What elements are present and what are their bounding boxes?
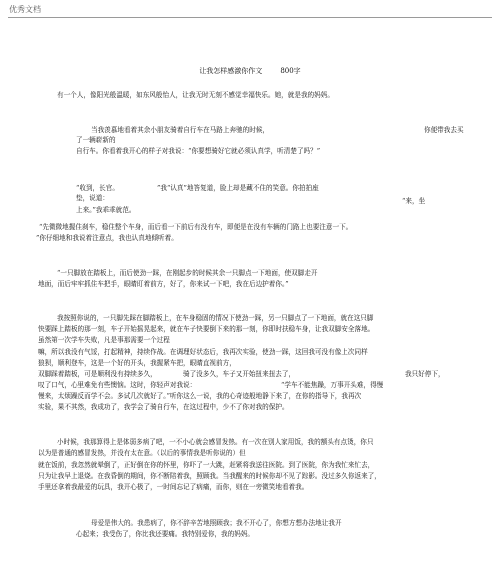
- text-line: 双脚踩着踏板，可是顺利没有持续多久，: [38, 370, 157, 378]
- text-line: 上来。”我乖乖就范。: [76, 206, 136, 214]
- text-line: 我只好停下，: [405, 370, 445, 378]
- text-line: “学车不能焦躁，万事开头难，得慢: [281, 381, 384, 389]
- text-line: “先微微地握住刹车，稳住整个车身，而后看一下前后有没有车，即便是在没有车辆的门路上也要注意一下。: [39, 223, 353, 231]
- text-line: 当我羡慕地看着其余小朋友骑着自行车在马路上奔驰的时候，: [91, 126, 270, 134]
- text-line: 慢来，太烦躁反而学不会。多试几次就好了。”听你这么一说，我的心奇迹般地静下来了，在你的指导下，我再次: [38, 392, 362, 400]
- text-line: 叹了口气，心里难免有些懊恼。这时，你轻声对我说：: [38, 381, 197, 389]
- header-rule: [8, 17, 492, 18]
- text-line: 只为让我早上退烧。在我昏倒的期间，你不断陪着我，照顾我。当我醒来的时候你却不见了踪影。没过多久你返来了，: [38, 472, 381, 480]
- text-line: “收到，长官。: [76, 184, 119, 192]
- page-title: [0, 66, 500, 76]
- text-line: 了一辆崭新的: [76, 136, 116, 144]
- text-line: 你便带我去买: [424, 126, 464, 134]
- text-line: 以为是普通的感冒发热，并没有太在意。（以后的事情我是听你说的）但: [38, 449, 246, 457]
- text-line: 就在饭前，我忽然就晕倒了，正好倒在你的怀里，你吓了一大跳，赶紧将我送往医院。到了医院，你为我忙来忙去，: [38, 461, 375, 469]
- text-line: 手里还拿着我最爱的玩具，我开心极了，一时间忘记了病痛，而你，则在一旁微笑地看着我。: [38, 483, 309, 491]
- text-line: 地面，而后牢牢抓住车把手，眼睛盯着前方，好了，你来试一下吧，我在后边护着你。”: [38, 280, 289, 288]
- header-label: 优秀文档: [9, 5, 41, 14]
- text-line: ”你仔细地和我说着注意点，我也认真地倾听着。: [36, 234, 178, 242]
- text-line: 骑了没多久，车子又开始扭来扭去了，: [183, 370, 296, 378]
- text-line: ”我“认真”地答复道，脸上却是藏不住的笑意。你拍拍座: [157, 184, 319, 192]
- text-line: 快要踩上踏板的那一刻，车子开始摇晃起来，就在车子快要倒下来的那一刻，你即时扶稳车身，让我双脚安全落地。: [38, 325, 375, 333]
- text-line: 嘛，所以我没有气馁，打起精神，持续作战。在调理好状态后，我再次实验，使劲一踩，这回我可没有像上次同样: [38, 348, 368, 356]
- text-line: 有一个人，像阳光般温暖，如东风般怡人，让我无时无刻不感觉幸福快乐。她，就是我的妈妈。: [57, 91, 334, 99]
- text-line: 狼狈，顺利登车，这是一个好的开头，我握紧车把，眼睛直视前方，: [38, 359, 236, 367]
- text-line: 小时候，我那算得上是体弱多病了吧，一不小心就会感冒发热。有一次在别人家用饭，我的额头有点烫，你只: [57, 438, 374, 446]
- text-line: 心起来；我受伤了，你比我还要痛。我特别爱你，我的妈妈。: [76, 530, 255, 538]
- text-line: 我按照你说的，一只脚先踩在脚踏板上，在车身稳固的情况下使劲一踩，另一只脚点了一下地面，就在这只脚: [57, 314, 374, 322]
- text-line: 虽然第一次学车失败，凡是事那需要一个过程: [38, 336, 170, 344]
- text-line: “来，坐: [402, 197, 426, 205]
- text-line: 自行车。你看着我开心的样子对我说：“你要想骑好它就必须认真学，听清楚了吗？”: [76, 147, 321, 155]
- title-text: 让我怎样感激你作文: [199, 67, 263, 75]
- title-word-count: 800字: [280, 67, 301, 75]
- text-line: 实验，果不其然，我成功了，我学会了骑自行车，在这过程中，少不了你对我的保护。: [38, 403, 289, 411]
- text-line: 母爱是伟大的。我患病了，你不辞辛苦地照顾我；我不开心了，你想方想办法地让我开: [91, 519, 342, 527]
- text-line: “一只脚放在踏板上，而后使劲一踩，在刚起步的时候其余一只脚点一下地面，使双脚走开: [57, 269, 318, 277]
- text-line: 垫，说道：: [76, 194, 109, 202]
